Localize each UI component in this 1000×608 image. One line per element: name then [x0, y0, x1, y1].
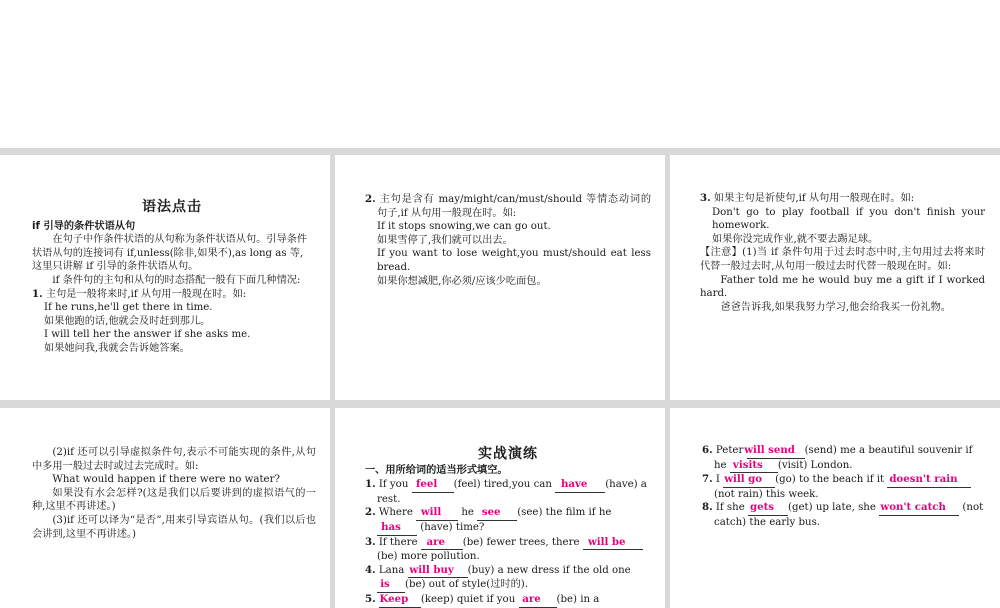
exercise-item	[365, 593, 651, 608]
question-text: (not catch) the early bus.	[714, 502, 984, 528]
slide-title: 语法点击	[142, 199, 202, 215]
exercise-item	[365, 564, 651, 593]
answer-blank[interactable]: is	[377, 578, 405, 593]
rule-item	[365, 193, 651, 220]
question-text: I	[715, 474, 720, 486]
answer-blank[interactable]: will	[416, 506, 458, 521]
example-english: Father told me he would buy me a gift if I worked hard.	[700, 274, 985, 300]
example-chinese: 如果雪停了,我们就可以出去。	[377, 234, 513, 246]
example-chinese: 如果你想减肥,你必须/应该少吃面包。	[377, 275, 547, 287]
item-number: 5.	[365, 592, 376, 605]
question-text: (see) the film if he	[517, 507, 612, 519]
question-text: If you	[378, 479, 409, 491]
example-chinese: 爸爸告诉我,如果我努力学习,他会给我买一份礼物。	[720, 301, 951, 313]
question-text: (have) a rest.	[377, 479, 647, 505]
example-chinese: 如果没有水会怎样?(这是我们以后要讲到的虚拟语气的一种,这里不再讲述。)	[32, 487, 316, 513]
item-number: 1.	[32, 287, 43, 300]
question-text: Lana	[378, 564, 405, 576]
slide-panel-4[interactable]	[0, 408, 330, 608]
question-text: he	[461, 507, 474, 519]
slide-panel-6[interactable]	[670, 408, 1000, 608]
item-number: 3.	[365, 535, 376, 548]
question-text: (be) out of style(过时的).	[405, 579, 529, 591]
item-number: 3.	[700, 192, 711, 204]
exercise-item	[702, 444, 986, 473]
item-number: 2.	[365, 193, 376, 205]
question-text: (not rain) this week.	[714, 488, 819, 500]
exercise-item	[365, 478, 651, 506]
item-number: 2.	[365, 506, 376, 519]
answer-blank[interactable]: feel	[412, 478, 454, 493]
paragraph: if 条件句的主句和从句的时态搭配一般有下面几种情况:	[52, 274, 301, 286]
item-number: 6.	[702, 444, 713, 456]
example-chinese: 如果你没完成作业,就不要去踢足球。	[712, 233, 879, 245]
answer-blank[interactable]: will be	[583, 536, 643, 551]
question-text: (go) to the beach if it	[775, 474, 885, 486]
paragraph: 在句子中作条件状语的从句称为条件状语从句。引导条件状语从句的连接词有 if,unless(除非,如果不),as long as 等,这里只讲解 if 引导的条件状语从句。	[32, 234, 308, 273]
question-text: (send) me a beautiful souvenir if he	[714, 445, 973, 471]
note-paragraph: (3)if 还可以译为“是否”,用来引导宾语从句。(我们以后也会讲到,这里不再讲述。)	[32, 514, 316, 540]
answer-blank[interactable]: won't catch	[879, 501, 959, 516]
exercise-item	[702, 501, 986, 529]
answer-blank[interactable]: will go	[723, 473, 775, 488]
answer-blank[interactable]: has	[377, 521, 417, 536]
slide-title: 实战演练	[478, 446, 538, 462]
exercise-item	[365, 536, 651, 564]
question-text: (be) more pollution.	[377, 551, 480, 563]
top-whitespace	[0, 0, 1000, 4]
answer-blank[interactable]: Keep	[379, 593, 421, 608]
question-text: (get) up late, she	[788, 502, 876, 514]
answer-blank[interactable]: are	[421, 536, 463, 551]
question-text: (have) time?	[420, 521, 485, 533]
example-english: If he runs,he'll get there in time.	[44, 302, 213, 314]
exercise-item	[365, 506, 651, 535]
question-text: (keep) quiet if you	[420, 593, 516, 605]
question-text: (buy) a new dress if the old one	[467, 564, 631, 576]
answer-blank[interactable]: have	[555, 478, 605, 493]
answer-blank[interactable]: will send	[747, 444, 805, 459]
question-text: If there	[378, 536, 418, 548]
rule-item	[700, 192, 985, 206]
rule-text: 主句是一般将来时,if 从句用一般现在时。如:	[45, 288, 247, 300]
slide-panel-2[interactable]	[335, 155, 665, 400]
section-heading: if 引导的条件状语从句	[32, 220, 136, 232]
answer-blank[interactable]: gets	[748, 501, 788, 516]
example-english: What would happen if there were no water?	[52, 474, 280, 486]
answer-blank[interactable]: doesn't rain	[887, 473, 971, 488]
exercise-item	[702, 473, 986, 501]
answer-blank[interactable]: are	[519, 593, 557, 608]
question-text: If she	[715, 502, 745, 514]
example-english: If you want to lose weight,you must/should eat less bread.	[377, 248, 651, 273]
note-paragraph: (2)if 还可以引导虚拟条件句,表示不可能实现的条件,从句中多用一般过去时或过去完成时。如:	[32, 447, 316, 472]
answer-blank[interactable]: will buy	[408, 564, 468, 579]
item-number: 8.	[702, 501, 713, 514]
item-number: 1.	[365, 478, 376, 491]
slide-panel-1[interactable]	[0, 155, 330, 400]
slide-panel-5[interactable]	[335, 408, 665, 608]
rule-text: 主句是含有 may/might/can/must/should 等情态动词的句子,if 从句用一般现在时。如:	[377, 194, 652, 219]
question-text: (feel) tired,you can	[453, 479, 552, 491]
rule-item	[32, 288, 312, 302]
question-text: Peter	[715, 445, 744, 456]
slide-panel-3[interactable]	[670, 155, 1000, 400]
example-chinese: 如果她问我,我就会告诉她答案。	[44, 342, 190, 354]
question-text: Where	[378, 507, 413, 519]
question-text: (visit) London.	[777, 459, 853, 471]
example-english: If it stops snowing,we can go out.	[377, 221, 551, 233]
item-number: 7.	[702, 473, 713, 486]
question-text: (be) in a	[556, 593, 600, 605]
rule-text: 如果主句是祈使句,if 从句用一般现在时。如:	[713, 193, 915, 204]
note-paragraph: 【注意】(1)当 if 条件句用于过去时态中时,主句用过去将来时代替一般过去时,从句用一般过去时代替一般现在时。如:	[700, 247, 985, 272]
example-english: I will tell her the answer if she asks me.	[44, 329, 251, 341]
answer-blank[interactable]: visits	[730, 459, 778, 474]
question-text: (be) fewer trees, there	[462, 536, 580, 548]
example-chinese: 如果他跑的话,他就会及时赶到那儿。	[44, 315, 211, 327]
item-number: 4.	[365, 563, 376, 576]
example-english: Don't go to play football if you don't finish your homework.	[712, 206, 985, 232]
answer-blank[interactable]: see	[477, 506, 517, 521]
exercise-heading: 一、用所给词的适当形式填空。	[365, 464, 508, 476]
